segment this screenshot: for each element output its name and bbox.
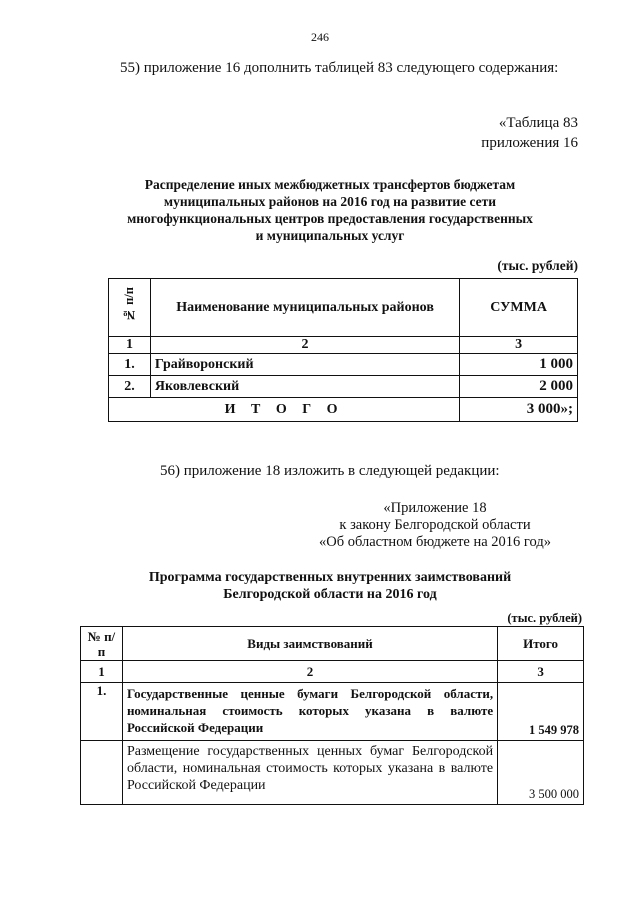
row-number: 1.: [109, 354, 151, 376]
row-value: 1 549 978: [498, 683, 584, 741]
table-83-reference: [481, 113, 578, 153]
table-row: [109, 354, 578, 376]
row-number: 2.: [109, 376, 151, 398]
col-number: 3: [460, 337, 578, 354]
table-83-units: (тыс. рублей): [497, 258, 578, 273]
row-name: Размещение государственных ценных бумаг Белгородской области, номинальная стоимость которых указана в валюте Российской Федерации: [122, 741, 497, 805]
col-number: 1: [109, 337, 151, 354]
table-row: [109, 376, 578, 398]
header-total: Итого: [498, 627, 584, 661]
table-83-title: [80, 176, 580, 244]
title-line: и муниципальных услуг: [255, 228, 405, 243]
title-line: муниципальных районов на 2016 год на развитие сети: [163, 194, 497, 209]
table-header-row: [109, 279, 578, 337]
col-number: 2: [122, 661, 497, 683]
row-number: [81, 741, 123, 805]
row-name: Государственные ценные бумаги Белгородской области, номинальная стоимость которых указана в валюте Российской Федерации: [122, 683, 497, 741]
header-name: Наименование муниципальных районов: [150, 279, 459, 337]
row-value: 3 500 000: [498, 741, 584, 805]
col-number: 1: [81, 661, 123, 683]
header-sum: СУММА: [460, 279, 578, 337]
appendix-18-title: [80, 569, 580, 603]
appendix-line: «Приложение 18: [383, 500, 487, 516]
header-number: № п/п: [109, 279, 151, 337]
title-line: Распределение иных межбюджетных трансфертов бюджетам: [144, 177, 516, 192]
col-number: 2: [150, 337, 459, 354]
title-line: Программа государственных внутренних заимствований: [148, 570, 512, 585]
table-83: [108, 278, 578, 422]
row-name: Грайворонский: [150, 354, 459, 376]
row-number: 1.: [81, 683, 123, 741]
total-row: [109, 398, 578, 422]
row-sum: 1 000: [460, 354, 578, 376]
appendix-18-units: (тыс. рублей): [507, 611, 582, 625]
title-line: Белгородской области на 2016 год: [223, 587, 437, 602]
column-numbers-row: [109, 337, 578, 354]
total-label: И Т О Г О: [109, 398, 460, 422]
paragraph-55: 55) приложение 16 дополнить таблицей 83 следующего содержания:: [120, 60, 559, 76]
page-number: 246: [311, 30, 329, 44]
table-header-row: [81, 627, 584, 661]
row-name: Яковлевский: [150, 376, 459, 398]
table-row: [81, 683, 584, 741]
table-row: [81, 741, 584, 805]
column-numbers-row: [81, 661, 584, 683]
header-number: № п/п: [81, 627, 123, 661]
col-number: 3: [498, 661, 584, 683]
appendix-line: «Об областном бюджете на 2016 год»: [319, 534, 551, 550]
row-sum: 2 000: [460, 376, 578, 398]
paragraph-56: 56) приложение 18 изложить в следующей редакции:: [160, 463, 500, 479]
title-line: многофункциональных центров предоставления государственных: [127, 211, 533, 226]
table-83-ref-line1: «Таблица 83: [498, 115, 578, 131]
borrowing-program-table: [80, 626, 584, 805]
appendix-line: к закону Белгородской области: [339, 517, 531, 533]
header-borrowing-type: Виды заимствований: [122, 627, 497, 661]
appendix-18-header: [300, 500, 570, 551]
total-value: 3 000»;: [460, 398, 578, 422]
table-83-ref-line2: приложения 16: [481, 135, 578, 151]
